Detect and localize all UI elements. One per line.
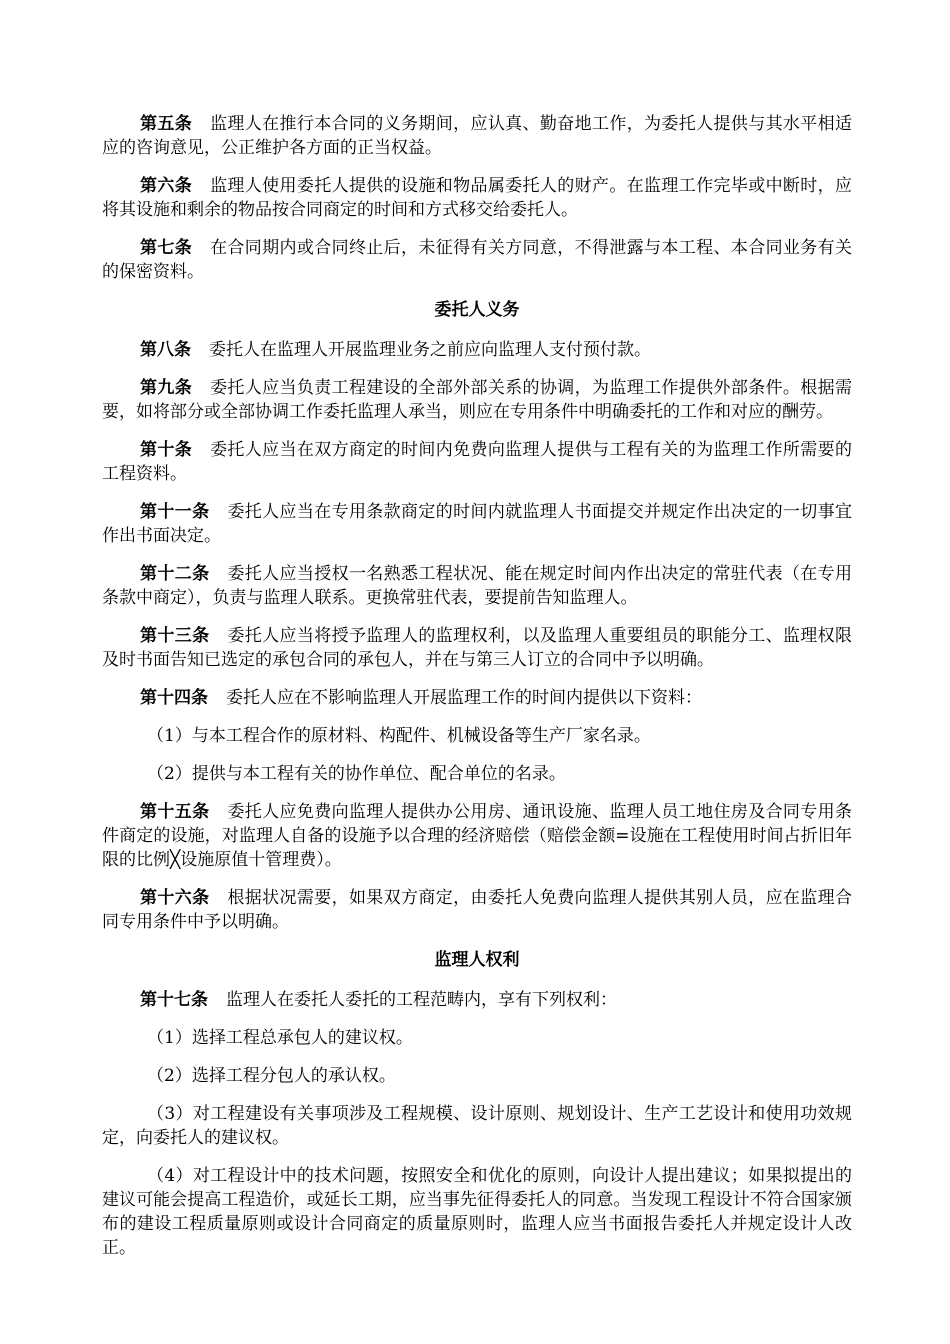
list-item: （2）选择工程分包人的承认权。 — [147, 1066, 396, 1086]
article-5 — [102, 112, 852, 160]
article-text: 委托人应当授权一名熟悉工程状况、能在规定时间内作出决定的常驻代表（在专用条款中商定），负责与监理人联系。更换常驻代表，要提前告知监理人。 — [102, 564, 852, 608]
article-text: 委托人应当在双方商定的时间内免费向监理人提供与工程有关的为监理工作所需要的工程资料。 — [102, 440, 852, 484]
list-item: （1）选择工程总承包人的建议权。 — [147, 1028, 413, 1048]
article-11 — [102, 500, 852, 548]
article-text: 委托人应在不影响监理人开展监理工作的时间内提供以下资料： — [226, 688, 702, 708]
article-13 — [102, 624, 852, 672]
article-text: 委托人应当在专用条款商定的时间内就监理人书面提交并规定作出决定的一切事宜作出书面决定。 — [102, 502, 852, 546]
article-17 — [102, 988, 852, 1012]
article-text: 委托人应当负责工程建设的全部外部关系的协调，为监理工作提供外部条件。根据需要，如将部分或全部协调工作委托监理人承当，则应在专用条件中明确委托的工作和对应的酬劳。 — [102, 378, 852, 422]
section-heading-supervisor-rights: 监理人权利 — [434, 950, 520, 970]
article-number: 第十一条 — [140, 502, 210, 522]
article-number: 第十七条 — [140, 990, 208, 1010]
article-14 — [102, 686, 852, 710]
article-7 — [102, 236, 852, 284]
article-number: 第九条 — [140, 378, 193, 398]
article-number: 第十四条 — [140, 688, 208, 708]
article-text: 在合同期内或合同终止后，未征得有关方同意，不得泄露与本工程、本合同业务有关的保密资料。 — [102, 238, 852, 282]
section-heading-client-obligations: 委托人义务 — [434, 300, 520, 320]
article-text: 根据状况需要，如果双方商定，由委托人免费向监理人提供其别人员，应在监理合同专用条件中予以明确。 — [102, 888, 852, 932]
article-number: 第十二条 — [140, 564, 210, 584]
article-12 — [102, 562, 852, 610]
article-number: 第十五条 — [140, 802, 210, 822]
article-text: 委托人在监理人开展监理业务之前应向监理人支付预付款。 — [209, 340, 651, 360]
article-9 — [102, 376, 852, 424]
article-number: 第八条 — [140, 340, 191, 360]
article-text: 委托人应免费向监理人提供办公用房、通讯设施、监理人员工地住房及合同专用条件商定的设施，对监理人自备的设施予以合理的经济赔偿（赔偿金额=设施在工程使用时间占折旧年限的比例╳设施原值十管理费）。 — [102, 802, 852, 870]
article-number: 第五条 — [140, 114, 193, 134]
article-text: 监理人在推行本合同的义务期间，应认真、勤奋地工作，为委托人提供与其水平相适应的咨询意见，公正维护各方面的正当权益。 — [102, 114, 852, 158]
article-15 — [102, 800, 852, 872]
article-number: 第十三条 — [140, 626, 210, 646]
article-text: 监理人使用委托人提供的设施和物品属委托人的财产。在监理工作完毕或中断时，应将其设施和剩余的物品按合同商定的时间和方式移交给委托人。 — [102, 176, 852, 220]
article-number: 第十六条 — [140, 888, 210, 908]
list-item: （3）对工程建设有关事项涉及工程规模、设计原则、规划设计、生产工艺设计和使用功效规定，向委托人的建议权。 — [102, 1104, 852, 1148]
list-item: （2）提供与本工程有关的协作单位、配合单位的名录。 — [147, 764, 566, 784]
list-item: （1）与本工程合作的原材料、构配件、机械设备等生产厂家名录。 — [147, 726, 651, 746]
article-6 — [102, 174, 852, 222]
list-item: （4）对工程设计中的技术问题，按照安全和优化的原则，向设计人提出建议；如果拟提出的建议可能会提高工程造价，或延长工期，应当事先征得委托人的同意。当发现工程设计不符合国家颁布的建设工程质量原则或设计合同商定的质量原则时，监理人应当书面报告委托人并规定设计人改正。 — [102, 1166, 852, 1258]
article-number: 第六条 — [140, 176, 193, 196]
article-8 — [102, 338, 852, 362]
article-10 — [102, 438, 852, 486]
article-text: 监理人在委托人委托的工程范畴内，享有下列权利： — [226, 990, 617, 1010]
article-number: 第七条 — [140, 238, 193, 258]
article-number: 第十条 — [140, 440, 193, 460]
article-16 — [102, 886, 852, 934]
article-text: 委托人应当将授予监理人的监理权利，以及监理人重要组员的职能分工、监理权限及时书面告知已选定的承包合同的承包人，并在与第三人订立的合同中予以明确。 — [102, 626, 852, 670]
document-page — [102, 112, 852, 1274]
